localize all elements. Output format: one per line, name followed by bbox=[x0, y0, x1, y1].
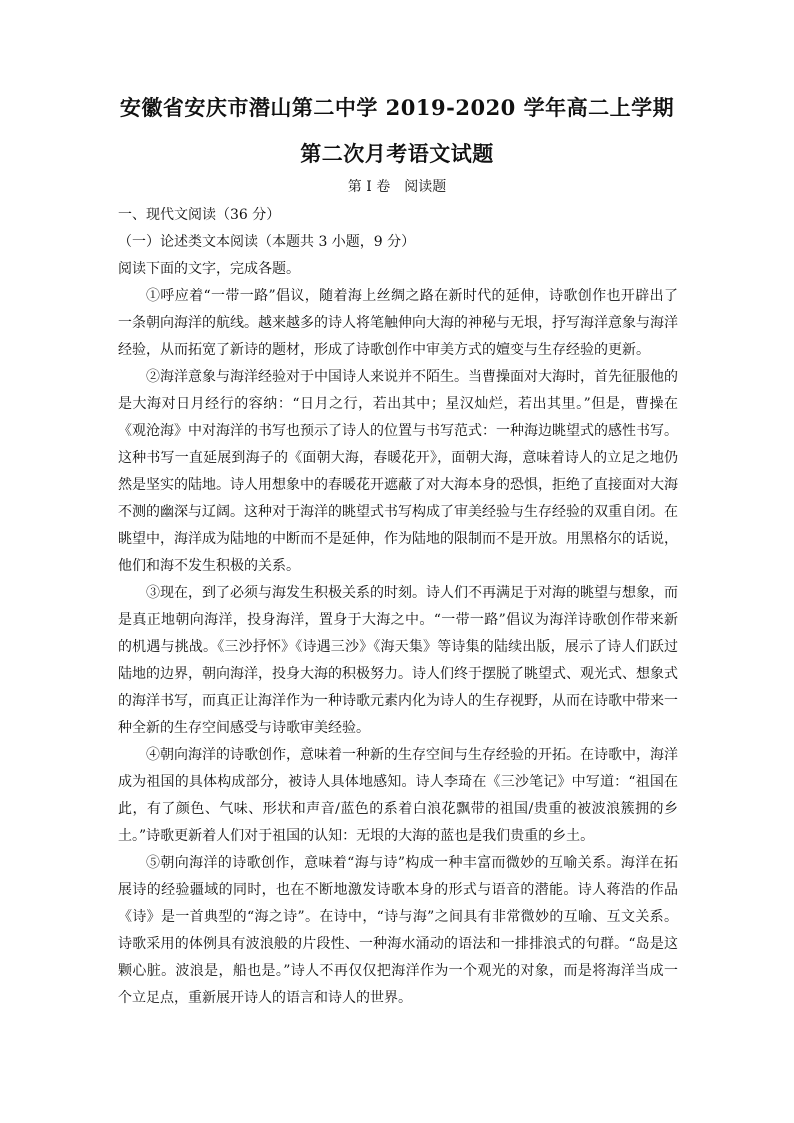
paragraph-line: ⑤朝向海洋的诗歌创作，意味着“海与诗”构成一种丰富而微妙的互喻关系。海洋在拓 bbox=[146, 855, 678, 871]
paragraph-line: 《观沧海》中对海洋的书写也预示了诗人的位置与书写范式：一种海边眺望式的感性书写。 bbox=[118, 423, 678, 439]
paragraph-line: ④朝向海洋的诗歌创作，意味着一种新的生存空间与生存经验的开拓。在诗歌中，海洋 bbox=[146, 747, 678, 763]
reading-instruction: 阅读下面的文字，完成各题。 bbox=[118, 261, 300, 277]
document-title: 安徽省安庆市潜山第二中学 2019-2020 学年高二上学期 bbox=[119, 95, 675, 120]
paragraph-line: 《诗》是一首典型的“海之诗”。在诗中，“诗与海”之间具有非常微妙的互喻、互文关系。 bbox=[118, 909, 678, 925]
document-title-line-2: 第二次月考语文试题 bbox=[300, 141, 494, 166]
paragraph-line: 是真正地朝向海洋，投身海洋，置身于大海之中。“一带一路”倡议为海洋诗歌创作带来新 bbox=[118, 612, 678, 628]
paragraph-2 bbox=[118, 364, 678, 580]
paragraph-line: 展诗的经验疆域的同时，也在不断地激发诗歌本身的形式与语音的潜能。诗人蒋浩的作品 bbox=[118, 882, 678, 898]
paragraph-line: 不测的幽深与辽阔。这种对于海洋的眺望式书写构成了审美经验与生存经验的双重自闭。在 bbox=[118, 504, 678, 520]
paragraph-line: 是大海对日月经行的容纳：“日月之行，若出其中；星汉灿烂，若出其里。”但是，曹操在 bbox=[118, 396, 678, 412]
paragraph-line: 他们和海不发生积极的关系。 bbox=[118, 558, 300, 574]
paragraph-line: 颗心脏。波浪是，船也是。”诗人不再仅仅把海洋作为一个观光的对象，而是将海洋当成一 bbox=[118, 963, 678, 979]
paragraph-line: 的海洋书写，而真正让海洋作为一种诗歌元素内化为诗人的生存视野，从而在诗歌中带来一 bbox=[118, 693, 678, 709]
paragraph-line: ②海洋意象与海洋经验对于中国诗人来说并不陌生。当曹操面对大海时，首先征服他的 bbox=[146, 369, 678, 385]
paragraph-line: 眺望中，海洋成为陆地的中断而不是延伸，作为陆地的限制而不是开放。用黑格尔的话说， bbox=[118, 531, 678, 547]
section-heading: 一、现代文阅读（36 分） bbox=[118, 207, 281, 223]
paragraph-5 bbox=[118, 850, 678, 1012]
paragraph-line: 这种书写一直延展到海子的《面朝大海，春暖花开》，面朝大海，意味着诗人的立足之地仍 bbox=[118, 450, 678, 466]
paragraph-line: 个立足点，重新展开诗人的语言和诗人的世界。 bbox=[118, 990, 412, 1006]
paragraph-line: 成为祖国的具体构成部分，被诗人具体地感知。诗人李琦在《三沙笔记》中写道：“祖国在 bbox=[118, 774, 678, 790]
paragraph-line: 陆地的边界，朝向海洋，投身大海的积极努力。诗人们终于摆脱了眺望式、观光式、想象式 bbox=[118, 666, 678, 682]
paragraph-line: 诗歌采用的体例具有波浪般的片段性、一种海水涌动的语法和一排排浪式的句群。“岛是这 bbox=[118, 936, 678, 952]
paragraph-line: 一条朝向海洋的航线。越来越多的诗人将笔触伸向大海的神秘与无垠，抒写海洋意象与海洋 bbox=[118, 315, 678, 331]
exam-body bbox=[118, 202, 678, 1012]
paragraph-line: 的机遇与挑战。《三沙抒怀》《诗遇三沙》《海天集》等诗集的陆续出版，展示了诗人们跃过 bbox=[118, 639, 678, 655]
paragraph-line: 种全新的生存空间感受与诗歌审美经验。 bbox=[118, 720, 370, 736]
paragraph-4 bbox=[118, 742, 678, 850]
paragraph-line: 土。”诗歌更新着人们对于祖国的认知：无垠的大海的蓝也是我们贵重的乡土。 bbox=[118, 828, 595, 844]
paragraph-line: ③现在，到了必须与海发生积极关系的时刻。诗人们不再满足于对海的眺望与想象，而 bbox=[146, 585, 678, 601]
paragraph-line: ①呼应着“一带一路”倡议，随着海上丝绸之路在新时代的延伸，诗歌创作也开辟出了 bbox=[146, 288, 678, 304]
paragraph-3 bbox=[118, 580, 678, 742]
paragraph-1 bbox=[118, 283, 678, 364]
paragraph-line: 经验，从而拓宽了新诗的题材，形成了诗歌创作中审美方式的嬗变与生存经验的更新。 bbox=[118, 342, 650, 358]
subsection-heading: （一）论述类文本阅读（本题共 3 小题，9 分） bbox=[118, 234, 416, 250]
paragraph-line: 此，有了颜色、气味、形状和声音/蓝色的系着白浪花飘带的祖国/贵重的被波浪簇拥的乡 bbox=[118, 801, 678, 817]
paragraph-line: 然是坚实的陆地。诗人用想象中的春暖花开遮蔽了对大海本身的恐惧，拒绝了直接面对大海 bbox=[118, 477, 678, 493]
volume-subtitle: 第 I 卷 阅读题 bbox=[347, 179, 447, 195]
